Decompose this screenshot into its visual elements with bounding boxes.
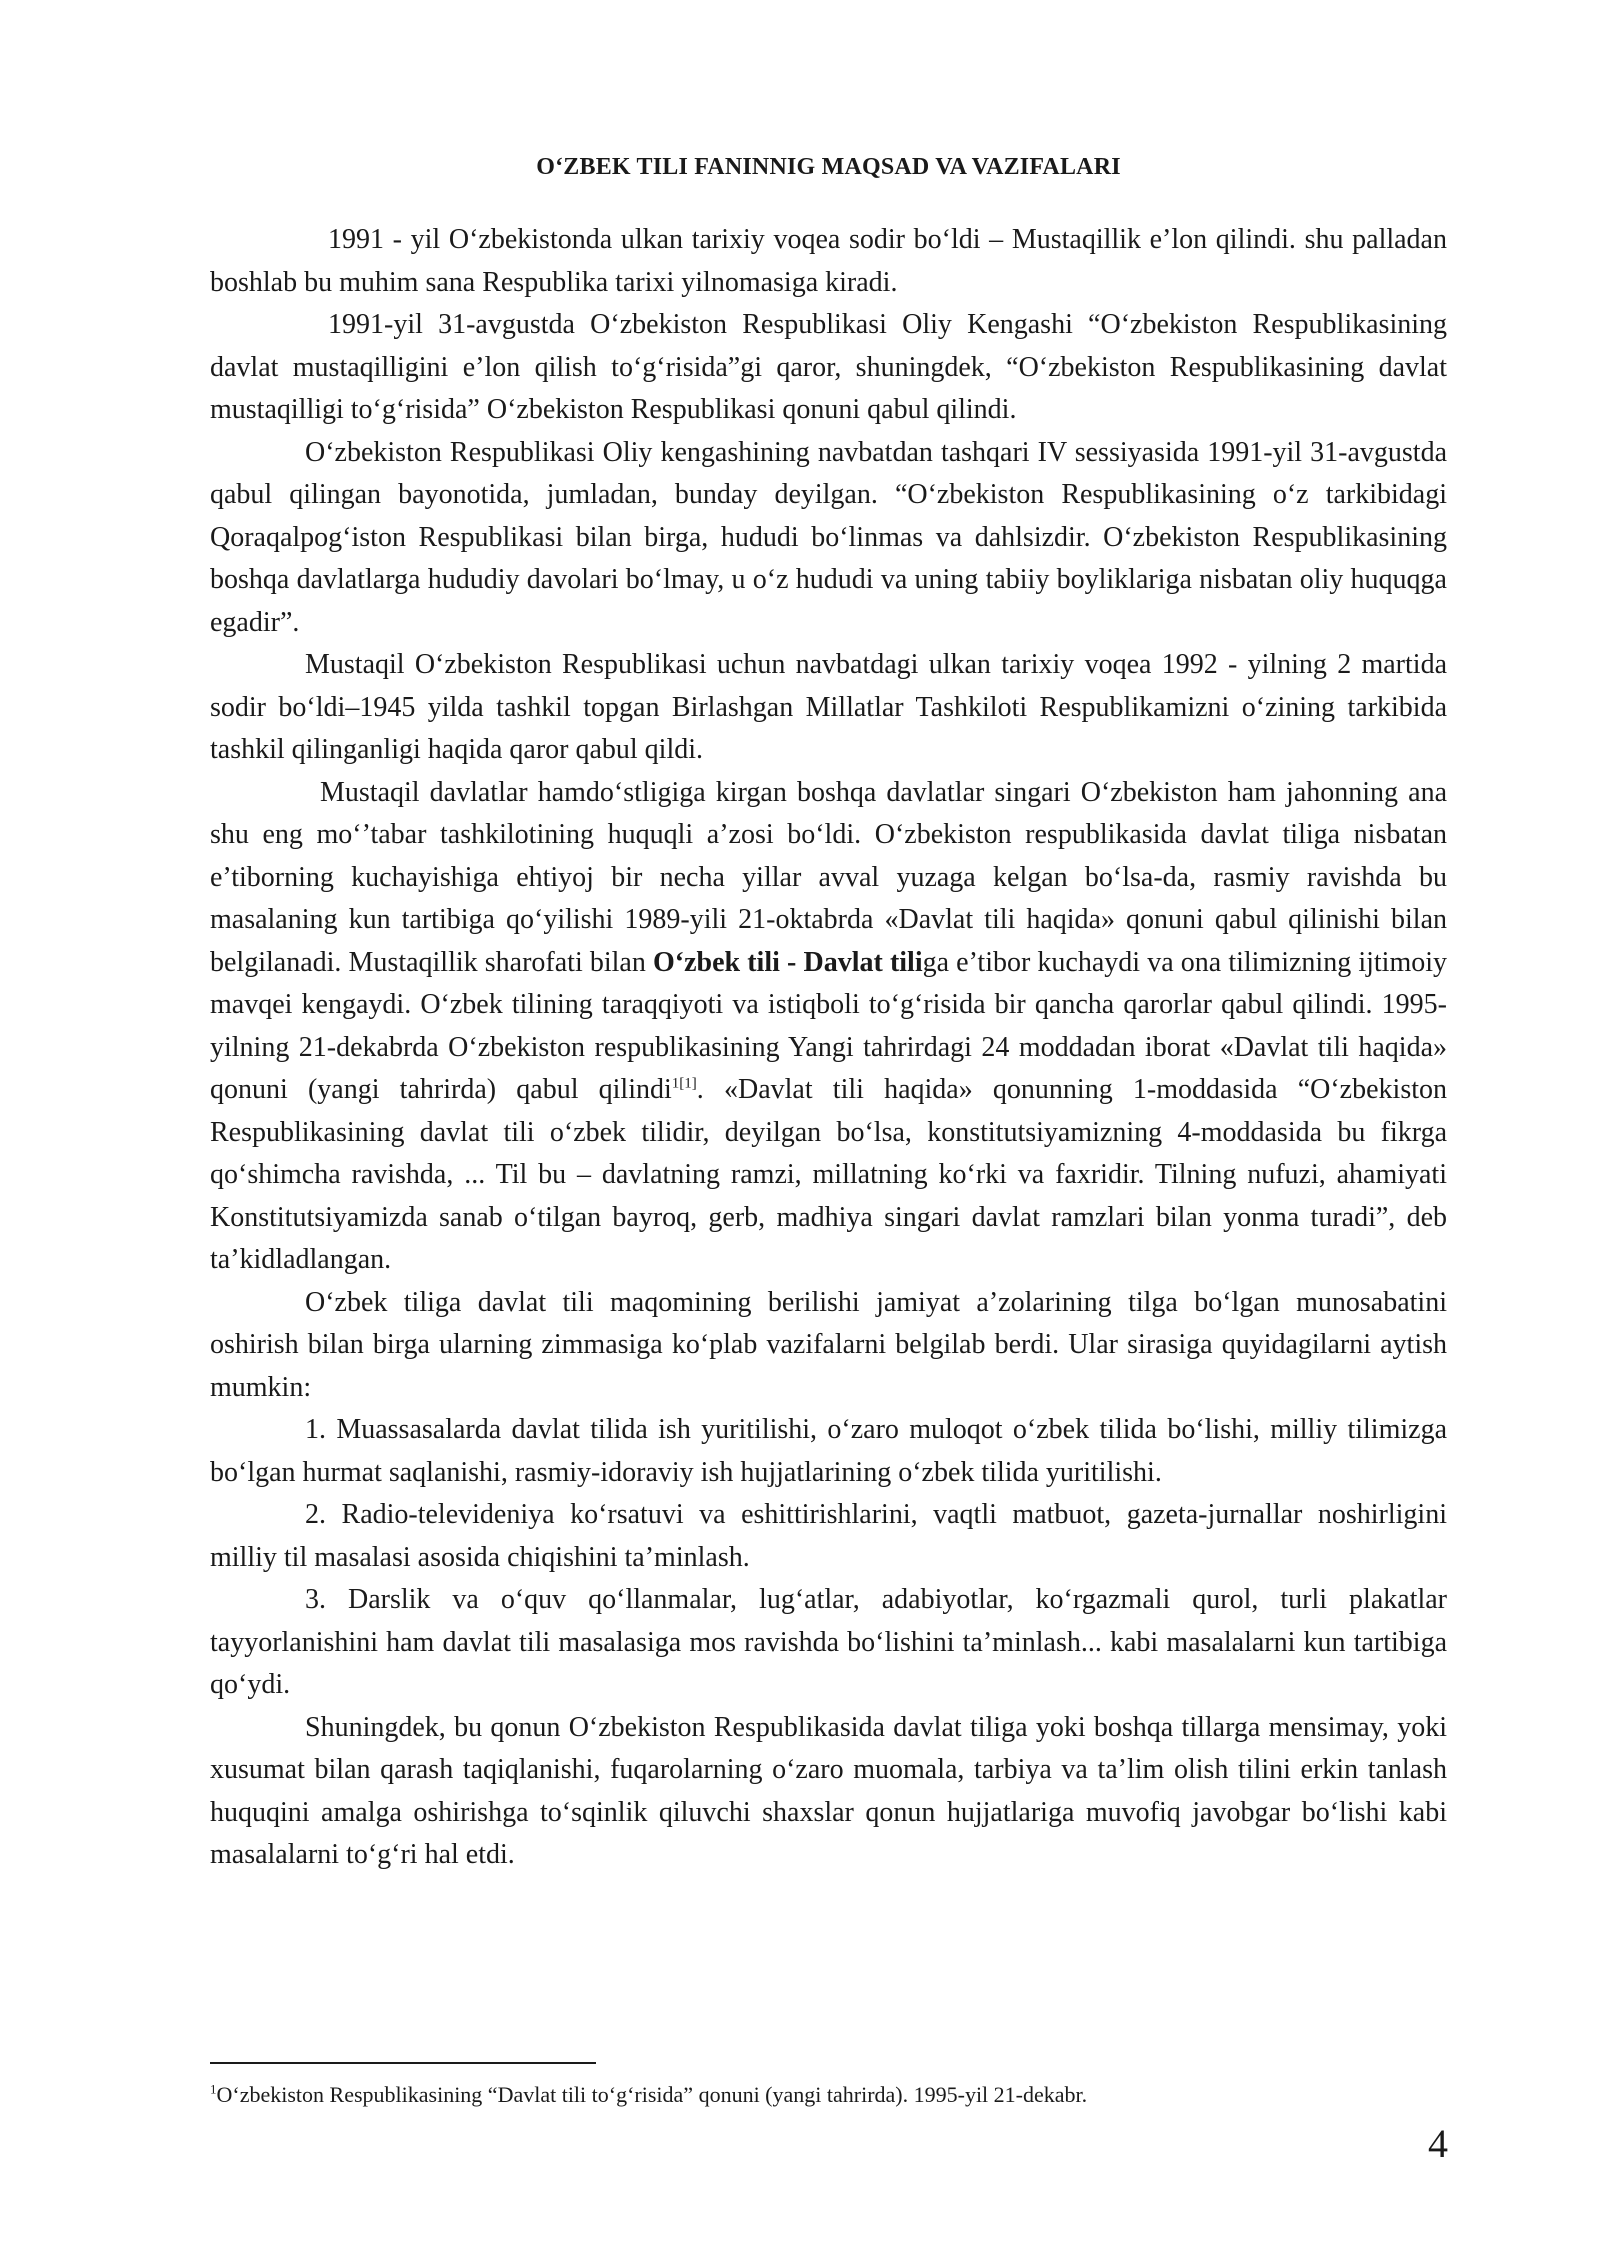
footnote	[210, 2080, 1447, 2110]
footnote-reference[interactable]: 1[1]	[671, 1075, 697, 1092]
paragraph-5-text-a: Mustaqil davlatlar hamdo‘stligiga kirgan boshqa davlatlar singari O‘zbekiston ham jahonning ana shu eng mo‘’tabar tashkilotining huquqli a’zosi bo‘ldi. O‘zbekiston respublikasida davlat tiliga nisbatan e’tiborning kuchayishiga ehtiyoj bir necha yillar avval yuzaga kelgan bo‘lsa-da, rasmiy ravishda bu masalaning kun tartibiga qo‘yilishi 1989-yili 21-oktabrda «Davlat tili haqida» qonuni qabul qilinishi bilan belgilanadi. Mustaqillik sharofati bilan	[210, 776, 1447, 978]
paragraph-5-text-c: . «Davlat tili haqida» qonunning 1-moddasida “O‘zbekiston Respublikasining davlat tili o‘zbek tilidir, deyilgan bo‘lsa, konstitutsiyamizning 4-moddasida bu fikrga qo‘shimcha ravishda, ... Til bu – davlatning ramzi, millatning ko‘rki va faxridir. Tilning nufuzi, ahamiyati Konstitutsiyamizda sanab o‘tilgan bayroq, gerb, madhiya singari davlat ramzlari bilan yonma turadi”, deb ta’kidladlangan.	[210, 1074, 1447, 1275]
list-item-1: 1. Muassasalarda davlat tilida ish yuritilishi, o‘zaro muloqot o‘zbek tilida bo‘lishi, milliy tilimizga bo‘lgan hurmat saqlanishi, rasmiy-idoraviy ish hujjatlarining o‘zbek tilida yuritilishi.	[210, 1414, 1447, 1488]
paragraph-3: O‘zbekiston Respublikasi Oliy kengashining navbatdan tashqari IV sessiyasida 1991-yil 31-avgustda qabul qilingan bayonotida, jumladan, bunday deyilgan. “O‘zbekiston Respublikasining o‘z tarkibidagi Qoraqalpog‘iston Respublikasi bilan birga, hududi bo‘linmas va dahlsizdir. O‘zbekiston Respublikasining boshqa davlatlarga hududiy davolari bo‘lmay, u o‘z hududi va uning tabiiy boyliklariga nisbatan oliy huquqga egadir”.	[210, 436, 1447, 638]
list-item-3: 3. Darslik va o‘quv qo‘llanmalar, lug‘atlar, adabiyotlar, ko‘rgazmali qurol, turli plakatlar tayyorlanishini ham davlat tili masalasiga mos ravishda bo‘lishini ta’minlash... kabi masalalarni kun tartibiga qo‘ydi.	[210, 1584, 1447, 1700]
paragraph-6: O‘zbek tiliga davlat tili maqomining berilishi jamiyat a’zolarining tilga bo‘lgan munosabatini oshirish bilan birga ularning zimmasiga ko‘plab vazifalarni belgilab berdi. Ular sirasiga quyidagilarni aytish mumkin:	[210, 1286, 1447, 1403]
document-page	[210, 140, 1447, 1877]
paragraph-5	[210, 772, 1447, 1282]
list-item-2: 2. Radio-televideniya ko‘rsatuvi va eshittirishlarini, vaqtli matbuot, gazeta-jurnallar noshirligini milliy til masalasi asosida chiqishini ta’minlash.	[210, 1499, 1447, 1573]
footnote-divider	[210, 2062, 596, 2064]
page-number: 4	[1428, 2121, 1448, 2166]
footnote-text: O‘zbekiston Respublikasining “Davlat tili to‘g‘risida” qonuni (yangi tahrirda). 1995-yil 21-dekabr.	[216, 2082, 1088, 2107]
paragraph-4: Mustaqil O‘zbekiston Respublikasi uchun navbatdagi ulkan tarixiy voqea 1992 - yilning 2 martida sodir bo‘ldi–1945 yilda tashkil topgan Birlashgan Millatlar Tashkiloti Respublikamizni o‘zining tarkibida tashkil qilinganligi haqida qaror qabul qildi.	[210, 649, 1447, 765]
bold-phrase: O‘zbek tili - Davlat tili	[653, 946, 923, 978]
footnote-marker: 1	[210, 2081, 217, 2097]
paragraph-2: 1991-yil 31-avgustda O‘zbekiston Respublikasi Oliy Kengashi “O‘zbekiston Respublikasining davlat mustaqilligini e’lon qilish to‘g‘risida”gi qaror, shuningdek, “O‘zbekiston Respublikasining davlat mustaqilligi to‘g‘risida” O‘zbekiston Respublikasi qonuni qabul qilindi.	[210, 309, 1447, 425]
paragraph-1: 1991 - yil O‘zbekistonda ulkan tarixiy voqea sodir bo‘ldi – Mustaqillik e’lon qilindi. shu palladan boshlab bu muhim sana Respublika tarixi yilnomasiga kiradi.	[210, 224, 1447, 298]
paragraph-5-text-b: ga e’tibor kuchaydi va ona tilimizning ijtimoiy mavqei kengaydi. O‘zbek tilining taraqqiyoti va istiqboli to‘g‘risida bir qancha qarorlar qabul qilindi. 1995-yilning 21-dekabrda O‘zbekiston respublikasining Yangi tahrirdagi 24 moddadan iborat «Davlat tili haqida» qonuni (yangi tahrirda) qabul qilindi	[210, 946, 1448, 1105]
paragraph-7: Shuningdek, bu qonun O‘zbekiston Respublikasida davlat tiliga yoki boshqa tillarga mensimay, yoki xusumat bilan qarash taqiqlanishi, fuqarolarning o‘zaro muomala, tarbiya va ta’lim olish tilini erkin tanlash huquqini amalga oshirishga to‘sqinlik qiluvchi shaxslar qonun hujjatlariga muvofiq javobgar bo‘lishi kabi masalalarni to‘g‘ri hal etdi.	[210, 1711, 1447, 1870]
document-title: O‘ZBEK TILI FANINNIG MAQSAD VA VAZIFALARI	[536, 154, 1121, 180]
